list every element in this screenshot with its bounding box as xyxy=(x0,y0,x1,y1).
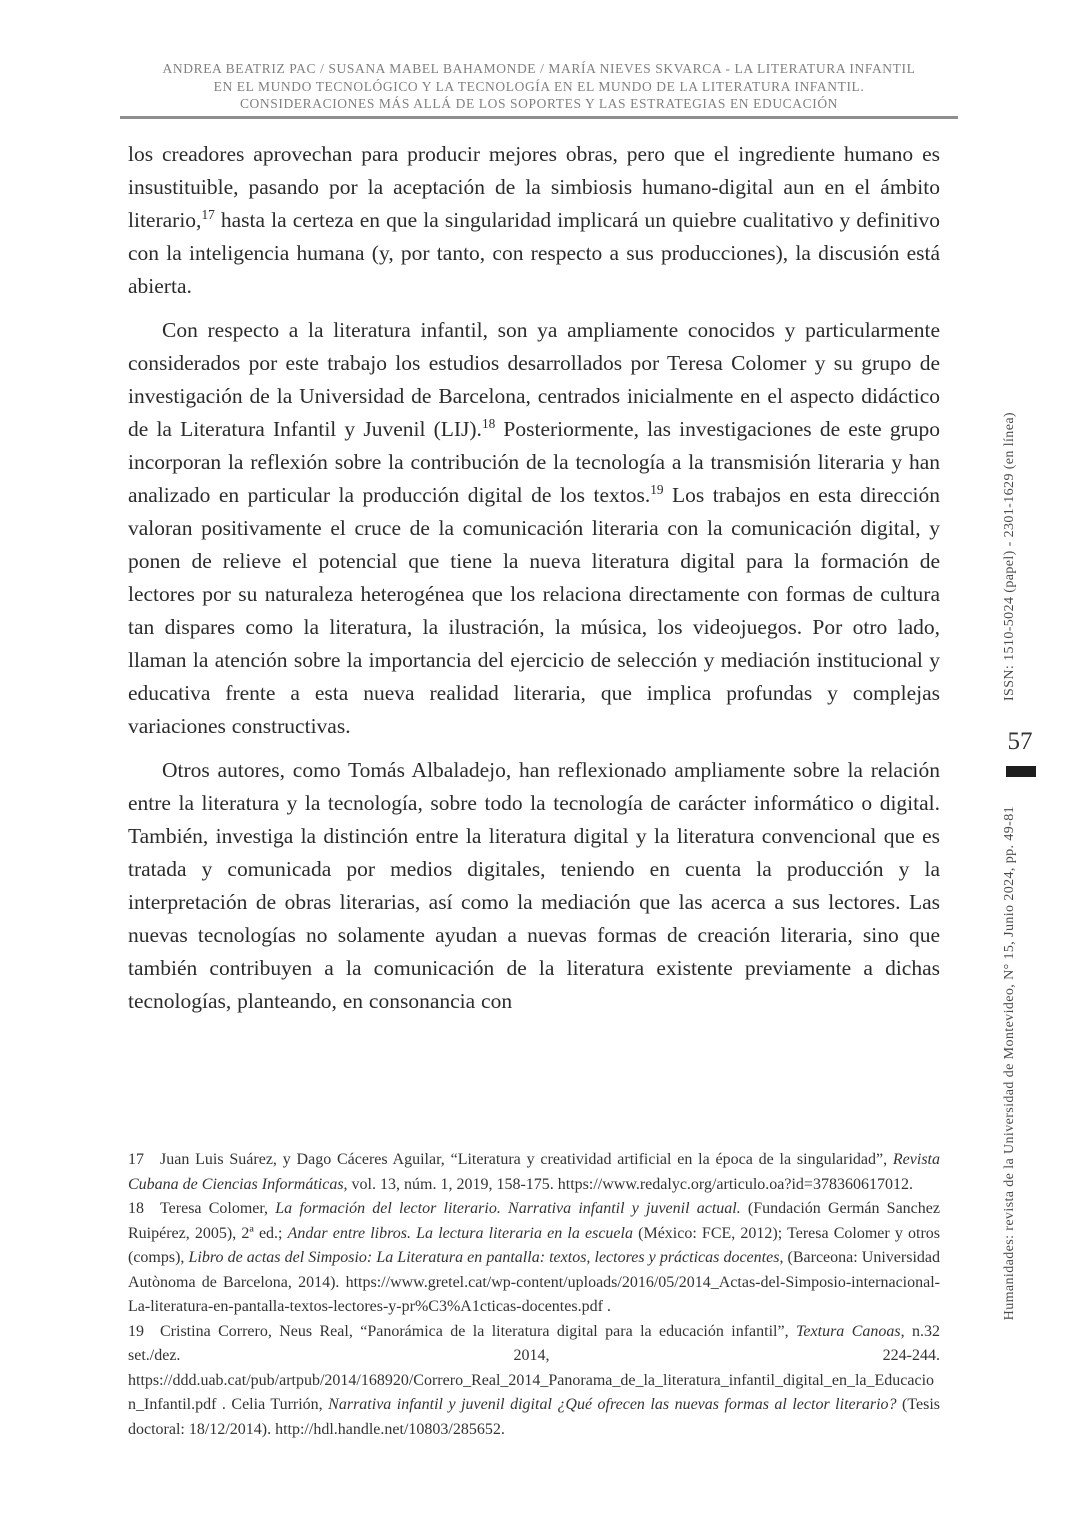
running-header-line-1: ANDREA BEATRIZ PAC / SUSANA MABEL BAHAMONDE / MARÍA NIEVES SKVARCA - LA LITERATURA INFANTIL xyxy=(162,61,916,76)
text-segment: Otros autores, como Tomás Albaladejo, han reflexionado ampliamente sobre la relación entre la literatura y la tecnología, sobre todo la tecnología de carácter informático o digital. También, investiga la distinción entre la literatura digital y la literatura convencional que es tratada y comunicada por medios digitales, teniendo en cuenta la producción y la interpretación de obras literarias, así como la mediación que las acerca a sus lectores. Las nuevas tecnologías no solamente ayudan a nuevas formas de creación literaria, sino que también contribuyen a la comunicación de la literatura existente previamente a dichas tecnologías, planteando, en consonancia con xyxy=(128,758,940,1013)
issn-vertical-label: ISSN: 1510-5024 (papel) - 2301-1629 (en línea) xyxy=(1002,412,1017,702)
footnote-number: 19 xyxy=(128,1322,144,1340)
italic-title: Andar entre libros. La lectura literaria en la escuela xyxy=(287,1224,633,1242)
running-header-line-3: CONSIDERACIONES MÁS ALLÁ DE LOS SOPORTES Y LAS ESTRATEGIAS EN EDUCACIÓN xyxy=(239,96,839,111)
body-paragraph xyxy=(128,138,940,303)
footnote-reference: 17 xyxy=(201,206,215,222)
text-segment: (México: FCE, 2012); Teresa Colomer y otros (comps), xyxy=(128,1224,941,1266)
italic-title: Revista Cubana de Ciencias Informáticas xyxy=(128,1151,940,1193)
footnotes-section xyxy=(128,1148,940,1442)
footnote-reference: 19 xyxy=(650,481,664,497)
text-segment: Teresa Colomer, xyxy=(160,1200,276,1217)
footnote-number: 18 xyxy=(128,1200,144,1217)
body-text-column xyxy=(128,138,940,1029)
body-paragraph xyxy=(128,754,940,1018)
footnote xyxy=(128,1320,940,1443)
text-segment: Con respecto a la literatura infantil, son ya ampliamente conocidos y particularmente considerados por este trabajo los estudios desarrollados por Teresa Colomer y su grupo de investigación de la Universidad de Barcelona, centrados inicialmente en el aspecto didáctico de la Literatura Infantil y Juvenil (LIJ). xyxy=(128,318,940,441)
footnote-number: 17 xyxy=(128,1151,144,1168)
text-segment: los creadores aprovechan para producir mejores obras, pero que el ingrediente humano es insustituible, pasando por la aceptación de la simbiosis humano-digital aun en el ámbito literario, xyxy=(128,142,940,232)
footnote-reference: 18 xyxy=(481,415,496,431)
footnote xyxy=(128,1148,940,1197)
text-segment: hasta la certeza en que la singularidad implicará un quiebre cualitativo y definitivo con la inteligencia humana (y, por tanto, con respecto a sus producciones), la discusión está abierta. xyxy=(128,208,940,298)
text-segment: , (Barceona: Universidad Autònoma de Barcelona, 2014). https://www.gretel.cat/wp-content/uploads/2016/05/2014_Actas-del-Simposio-internacional-La-literatura-en-pantalla-textos-lectores-y-pr%C3%A1cticas-docentes.pdf . xyxy=(128,1249,940,1315)
italic-title: Libro de actas del Simposio: La Literatura en pantalla: textos, lectores y prácticas docentes xyxy=(188,1249,780,1266)
text-segment: (Fundación Germán Sanchez Ruipérez, 2005), 2ª ed.; xyxy=(128,1200,940,1242)
header-divider xyxy=(120,116,958,119)
page-number-marker xyxy=(1006,766,1036,777)
text-segment: , vol. 13, núm. 1, 2019, 158-175. https://www.redalyc.org/articulo.oa?id=378360617012. xyxy=(343,1175,913,1193)
body-paragraph xyxy=(128,314,940,743)
italic-title: Textura Canoas xyxy=(796,1322,901,1340)
page-number: 57 xyxy=(1007,728,1033,755)
journal-vertical-label: Humanidades: revista de la Universidad de Montevideo, N° 15, Junio 2024, pp. 49-81 xyxy=(1002,806,1017,1321)
text-segment: Posteriormente, las investigaciones de este grupo incorporan la reflexión sobre la contribución de la tecnología a la transmisión literaria y han analizado en particular la producción digital de los textos. xyxy=(128,417,940,507)
text-segment: (Tesis doctoral: 18/12/2014). http://hdl.handle.net/10803/285652. xyxy=(128,1396,940,1438)
running-header xyxy=(120,60,958,113)
running-header-line-2: EN EL MUNDO TECNOLÓGICO Y LA TECNOLOGÍA EN EL MUNDO DE LA LITERATURA INFANTIL. xyxy=(213,78,865,94)
text-segment: Los trabajos en esta dirección valoran positivamente el cruce de la comunicación literaria con la comunicación digital, y ponen de relieve el potencial que tiene la nueva literatura digital para la formación de lectores por su naturaleza heterogénea que los relaciona directamente con formas de cultura tan dispares como la literatura, la ilustración, la música, los videojuegos. Por otro lado, llaman la atención sobre la importancia del ejercicio de selección y mediación institucional y educativa frente a esta nueva realidad literaria, que implica profundas y complejas variaciones constructivas. xyxy=(128,483,940,738)
italic-title: La formación del lector literario. Narrativa infantil y juvenil actual. xyxy=(275,1200,741,1217)
footnote xyxy=(128,1197,940,1320)
italic-title: Narrativa infantil y juvenil digital ¿Qué ofrecen las nuevas formas al lector literario? xyxy=(328,1396,897,1413)
text-segment: Juan Luis Suárez, y Dago Cáceres Aguilar, “Literatura y creatividad artificial en la época de la singularidad”, xyxy=(160,1151,893,1168)
text-segment: , n.32 set./dez. 2014, 224-244. https://ddd.uab.cat/pub/artpub/2014/168920/Correro_Real_2014_Panorama_de_la_literatura_infantil_digital_en_la_Educacion_Infantil.pdf . Celia Turrión, xyxy=(128,1322,941,1413)
text-segment: Cristina Correro, Neus Real, “Panorámica de la literatura digital para la educación infantil”, xyxy=(160,1322,796,1340)
